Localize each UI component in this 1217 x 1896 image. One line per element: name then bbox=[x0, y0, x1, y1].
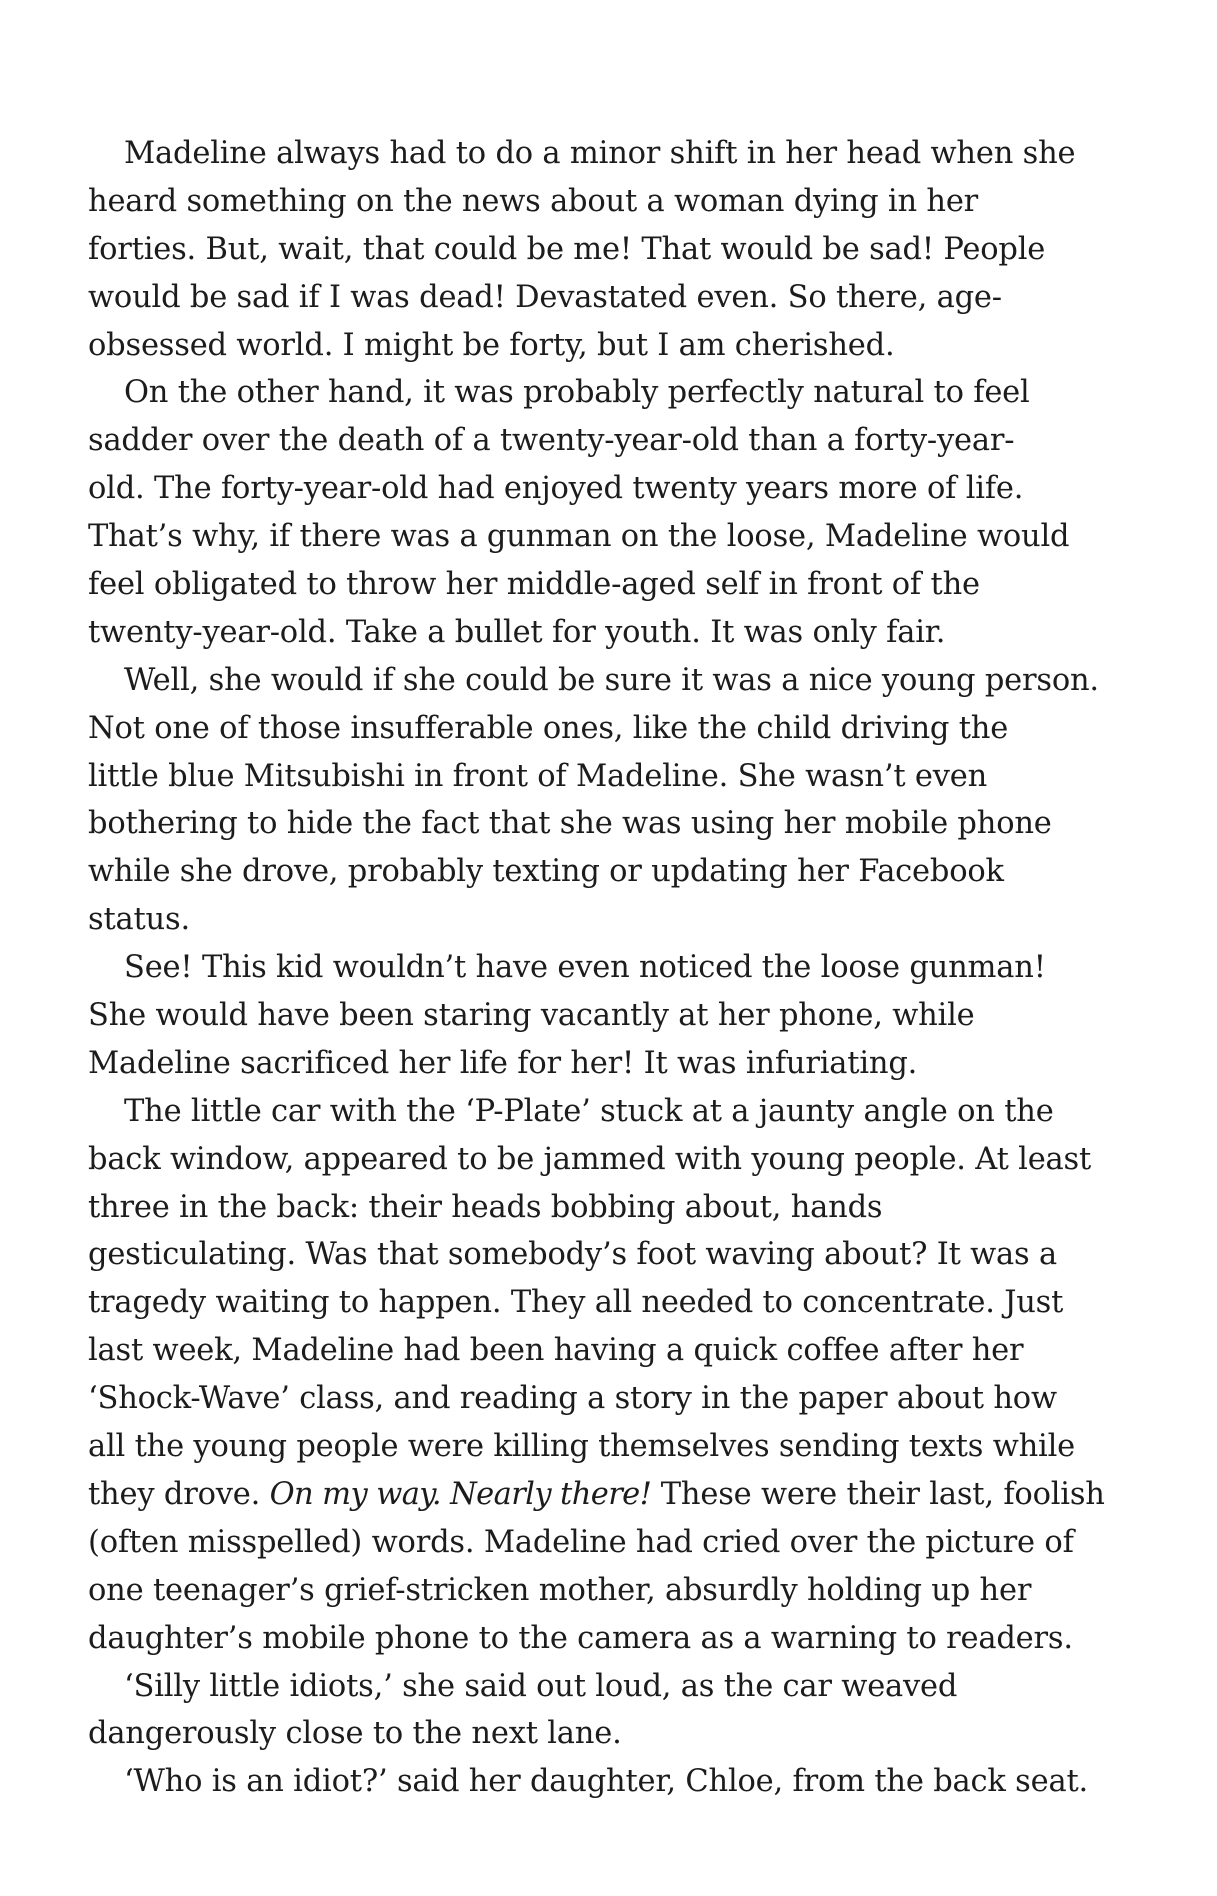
text-line: last week, Madeline had been having a quick coffee after her bbox=[88, 1333, 1024, 1369]
paragraph bbox=[88, 1663, 1148, 1759]
text-line: three in the back: their heads bobbing about, hands bbox=[88, 1189, 883, 1225]
paragraph bbox=[88, 130, 1148, 369]
text-line: little blue Mitsubishi in front of Madeline. She wasn’t even bbox=[88, 758, 988, 794]
text-line: See! This kid wouldn’t have even noticed the loose gunman! bbox=[124, 950, 1046, 986]
text-segment: These were their last, foolish bbox=[651, 1476, 1105, 1512]
text-line: On the other hand, it was probably perfectly natural to feel bbox=[124, 375, 1030, 411]
text-line: back window, appeared to be jammed with young people. At least bbox=[88, 1141, 1092, 1177]
text-line: old. The forty-year-old had enjoyed twenty years more of life. bbox=[88, 471, 1024, 507]
text-line: Madeline sacrificed her life for her! It was infuriating. bbox=[88, 1045, 918, 1081]
text-line: all the young people were killing themselves sending texts while bbox=[88, 1429, 1075, 1465]
text-line: heard something on the news about a woman dying in her bbox=[88, 183, 979, 219]
text-line: bothering to hide the fact that she was using her mobile phone bbox=[88, 806, 1052, 842]
text-line: while she drove, probably texting or updating her Facebook bbox=[88, 854, 1004, 890]
text-line: forties. But, wait, that could be me! That would be sad! People bbox=[88, 231, 1046, 267]
text-line: feel obligated to throw her middle-aged self in front of the bbox=[88, 567, 980, 603]
text-line-with-italic bbox=[88, 1471, 1148, 1519]
paragraph bbox=[88, 657, 1148, 944]
text-line: ‘Silly little idiots,’ she said out loud, as the car weaved bbox=[124, 1668, 958, 1704]
text-line: She would have been staring vacantly at her phone, while bbox=[88, 998, 975, 1034]
text-line: Madeline always had to do a minor shift in her head when she bbox=[124, 136, 1076, 171]
text-segment: they drove. bbox=[88, 1476, 270, 1512]
text-line: Not one of those insufferable ones, like the child driving the bbox=[88, 710, 1009, 746]
text-line: sadder over the death of a twenty-year-old than a forty-year- bbox=[88, 423, 1015, 459]
paragraph bbox=[88, 369, 1148, 656]
paragraph bbox=[88, 1088, 1148, 1663]
text-line: ‘Who is an idiot?’ said her daughter, Chloe, from the back seat. bbox=[124, 1764, 1089, 1800]
italic-text-message: On my way. Nearly there! bbox=[269, 1476, 652, 1512]
paragraph bbox=[88, 944, 1148, 1088]
text-line: (often misspelled) words. Madeline had cried over the picture of bbox=[88, 1524, 1074, 1560]
text-line: status. bbox=[88, 902, 190, 938]
paragraph bbox=[88, 1758, 1148, 1806]
text-line: That’s why, if there was a gunman on the loose, Madeline would bbox=[88, 519, 1070, 555]
text-line: would be sad if I was dead! Devastated even. So there, age- bbox=[88, 279, 1002, 315]
text-line: daughter’s mobile phone to the camera as a warning to readers. bbox=[88, 1620, 1073, 1656]
text-line: The little car with the ‘P-Plate’ stuck at a jaunty angle on the bbox=[124, 1093, 1054, 1129]
text-line: obsessed world. I might be forty, but I am cherished. bbox=[88, 327, 895, 363]
text-line: Well, she would if she could be sure it was a nice young person. bbox=[124, 662, 1099, 698]
text-line: tragedy waiting to happen. They all needed to concentrate. Just bbox=[88, 1285, 1064, 1321]
text-line: twenty-year-old. Take a bullet for youth. It was only fair. bbox=[88, 614, 946, 650]
text-line: one teenager’s grief-stricken mother, absurdly holding up her bbox=[88, 1572, 1032, 1608]
text-line: dangerously close to the next lane. bbox=[88, 1716, 622, 1752]
text-line: gesticulating. Was that somebody’s foot waving about? It was a bbox=[88, 1237, 1057, 1273]
text-line: ‘Shock-Wave’ class, and reading a story in the paper about how bbox=[88, 1381, 1057, 1417]
body-text bbox=[88, 130, 1148, 1806]
